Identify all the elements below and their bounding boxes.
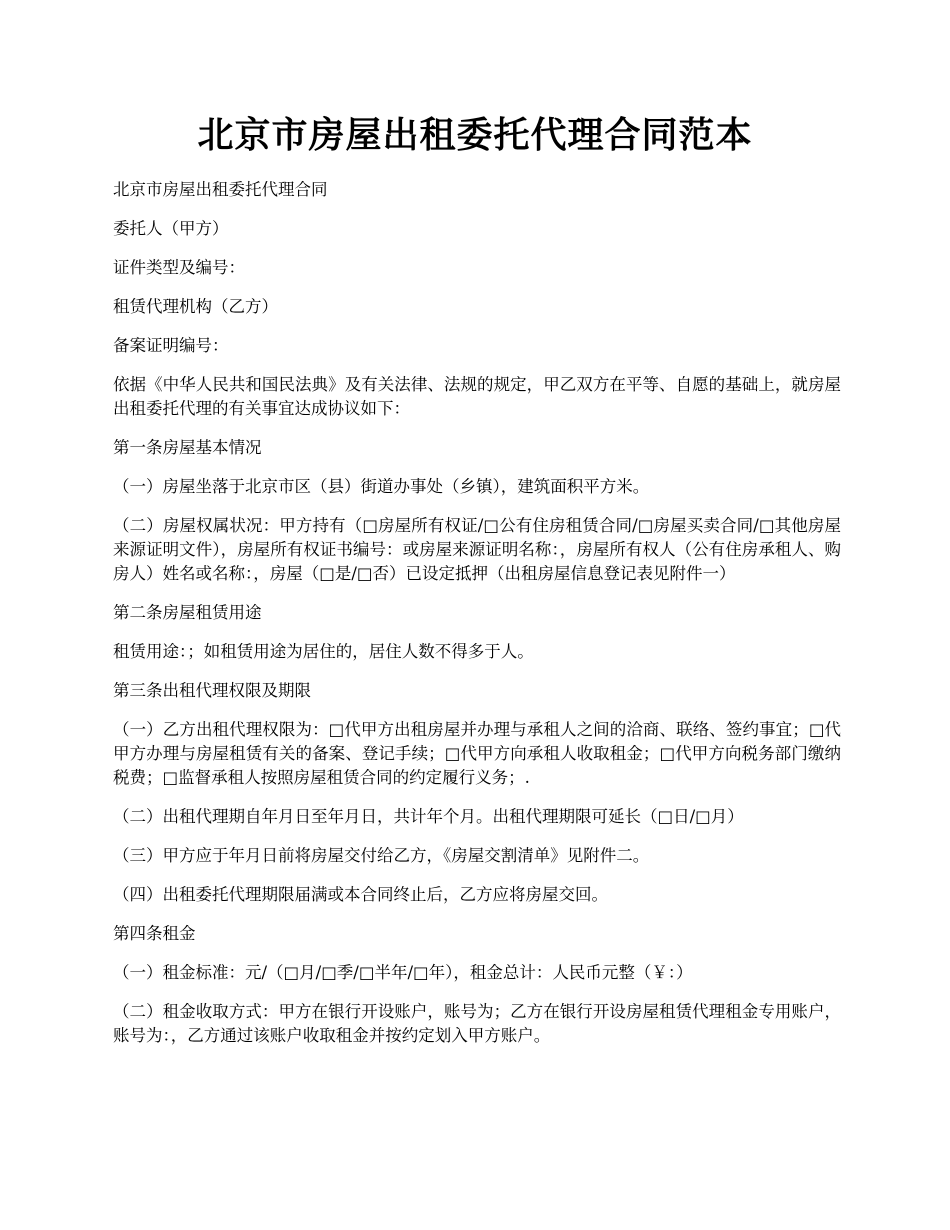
filing-number-line: 备案证明编号：	[113, 336, 229, 355]
contract-heading: 北京市房屋出租委托代理合同	[113, 180, 328, 199]
article-2-clause: 租赁用途：；如租赁用途为居住的，居住人数不得多于人。	[113, 642, 534, 661]
article-2-heading: 第二条房屋租赁用途	[113, 603, 262, 622]
article-1-clause-1: （一）房屋坐落于北京市区（县）街道办事处（乡镇），建筑面积平方米。	[113, 477, 650, 496]
article-4-heading: 第四条租金	[113, 924, 196, 943]
article-3-clause-2: （二）出租代理期自年月日至年月日，共计年个月。出租代理期限可延长（□日/□月）	[113, 807, 744, 826]
article-1-clause-2: （二）房屋权属状况：甲方持有（□房屋所有权证/□公有住房租赁合同/□房屋买卖合同/□其他房屋来源证明文件），房屋所有权证书编号：或房屋来源证明名称：，房屋所有权人（公有住房承租人、购房人）姓名或名称：，房屋（□是/□否）已设定抵押（出租房屋信息登记表见附件一）	[113, 516, 841, 583]
document-body	[113, 178, 841, 1063]
article-4-clause-2: （二）租金收取方式：甲方在银行开设账户，账号为；乙方在银行开设房屋租赁代理租金专用账户，账号为：，乙方通过该账户收取租金并按约定划入甲方账户。	[113, 1002, 841, 1045]
agency-party-line: 租赁代理机构（乙方）	[113, 297, 278, 316]
preamble-paragraph: 依据《中华人民共和国民法典》及有关法律、法规的规定，甲乙双方在平等、自愿的基础上，就房屋出租委托代理的有关事宜达成协议如下：	[113, 375, 841, 418]
article-3-clause-3: （三）甲方应于年月日前将房屋交付给乙方，《房屋交割清单》见附件二。	[113, 846, 650, 865]
article-1-heading: 第一条房屋基本情况	[113, 438, 262, 457]
id-type-line: 证件类型及编号：	[113, 258, 245, 277]
document-title: 北京市房屋出租委托代理合同范本	[197, 115, 753, 156]
article-3-heading: 第三条出租代理权限及期限	[113, 681, 311, 700]
article-4-clause-1: （一）租金标准：元/（□月/□季/□半年/□年），租金总计：人民币元整（￥：）	[113, 963, 693, 982]
article-3-clause-4: （四）出租委托代理期限届满或本合同终止后，乙方应将房屋交回。	[113, 885, 608, 904]
principal-party-line: 委托人（甲方）	[113, 219, 229, 238]
article-3-clause-1: （一）乙方出租代理权限为：□代甲方出租房屋并办理与承租人之间的洽商、联络、签约事宜；□代甲方办理与房屋租赁有关的备案、登记手续；□代甲方向承租人收取租金；□代甲方向税务部门缴纳税费；□监督承租人按照房屋租赁合同的约定履行义务；.	[113, 720, 841, 787]
